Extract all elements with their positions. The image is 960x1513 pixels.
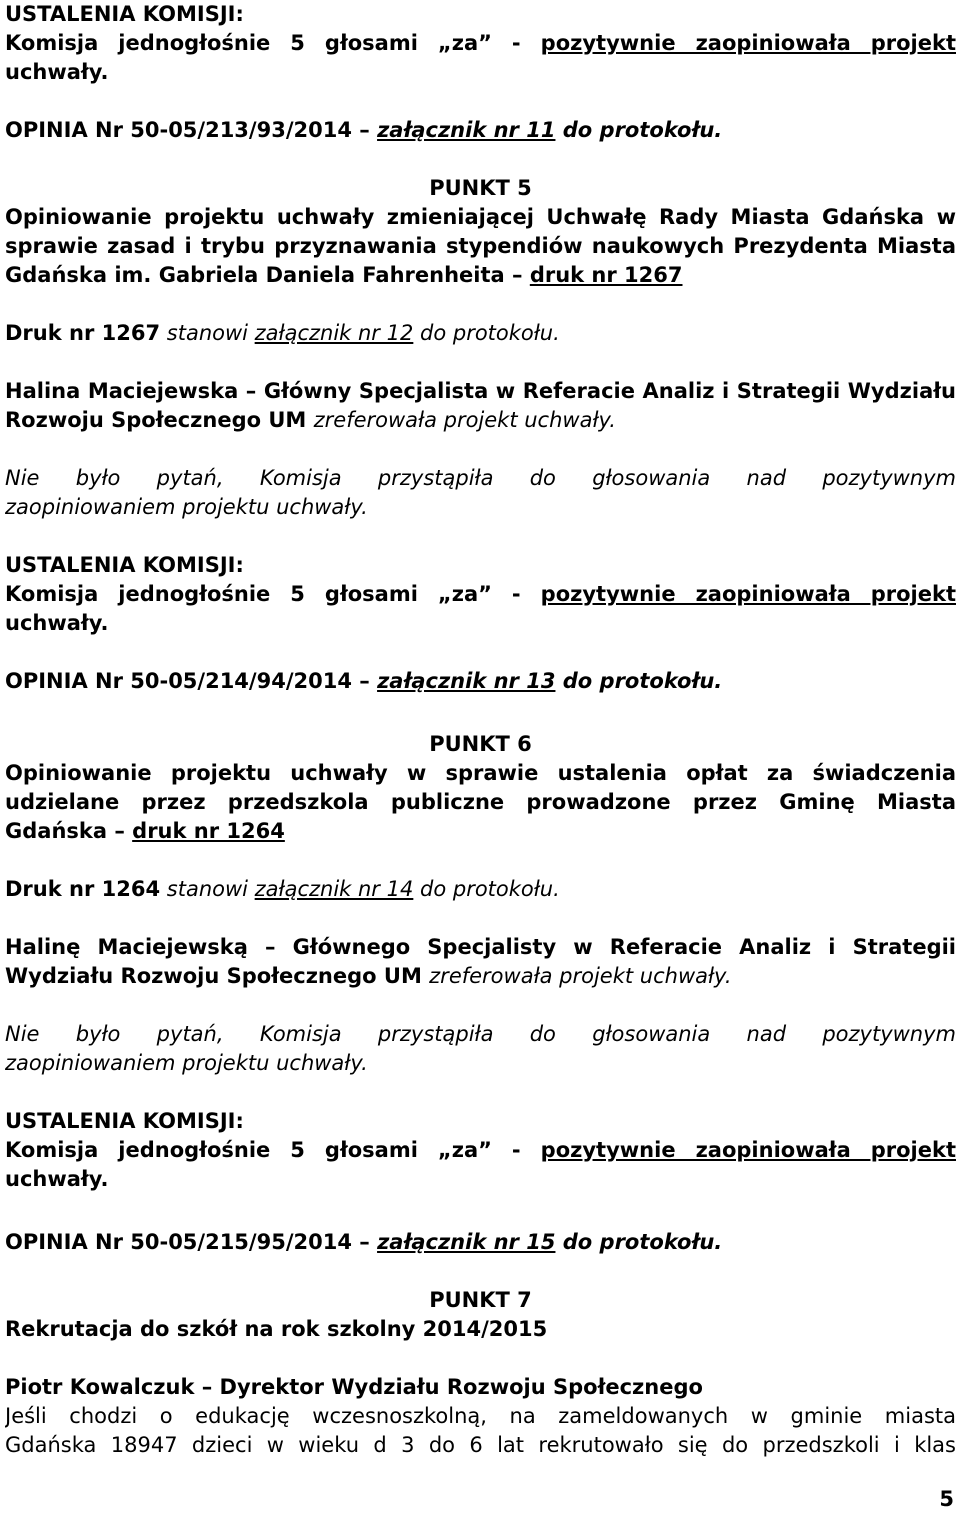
punkt-7-speaker: Piotr Kowalczuk – Dyrektor Wydziału Rozwoju Społecznego [5, 1375, 703, 1399]
punkt-6-title-line-3: Gdańska – druk nr 1264 [5, 819, 285, 843]
punkt-7-title: Rekrutacja do szkół na rok szkolny 2014/2015 [5, 1317, 548, 1341]
druk-1267-link[interactable]: druk nr 1267 [529, 263, 683, 287]
opinia-3: OPINIA Nr 50-05/215/95/2014 – załącznik nr 15 do protokołu. [5, 1230, 723, 1254]
attachment-link-14[interactable]: załącznik nr 14 [254, 877, 414, 901]
vote-line-1: Komisja jednogłośnie 5 głosami „za” - pozytywnie zaopiniowała projekt [5, 31, 956, 55]
no-questions-5-line-1: Nie było pytań, Komisja przystąpiła do głosowania nad pozytywnym [5, 466, 956, 490]
druk-1267-note: Druk nr 1267 stanowi załącznik nr 12 do protokołu. [5, 321, 560, 345]
ustalenia-heading-1: USTALENIA KOMISJI: [5, 2, 244, 26]
attachment-link-11[interactable]: załącznik nr 11 [377, 118, 556, 142]
vote-line-3: Komisja jednogłośnie 5 głosami „za” - pozytywnie zaopiniowała projekt [5, 1138, 956, 1162]
no-questions-6-line-2: zaopiniowaniem projektu uchwały. [5, 1051, 368, 1075]
attachment-link-12[interactable]: załącznik nr 12 [254, 321, 414, 345]
ustalenia-heading-3: USTALENIA KOMISJI: [5, 1109, 244, 1133]
punkt-5-heading: PUNKT 5 [429, 176, 532, 200]
speaker-5-line-2: Rozwoju Społecznego UM zreferowała projekt uchwały. [5, 408, 616, 432]
punkt-5-title-line-2: sprawie zasad i trybu przyznawania stypendiów naukowych Prezydenta Miasta [5, 234, 956, 258]
no-questions-6-line-1: Nie było pytań, Komisja przystąpiła do głosowania nad pozytywnym [5, 1022, 956, 1046]
speaker-5-line-1: Halina Maciejewska – Główny Specjalista w Referacie Analiz i Strategii Wydziału [5, 379, 956, 403]
speaker-6-line-1: Halinę Maciejewską – Głównego Specjalisty w Referacie Analiz i Strategii [5, 935, 956, 959]
vote-line-1b: uchwały. [5, 60, 109, 84]
speaker-6-line-2: Wydziału Rozwoju Społecznego UM zreferowała projekt uchwały. [5, 964, 732, 988]
vote-line-2: Komisja jednogłośnie 5 głosami „za” - pozytywnie zaopiniowała projekt [5, 582, 956, 606]
vote-link-3[interactable]: pozytywnie zaopiniowała projekt [540, 1138, 956, 1162]
opinia-2: OPINIA Nr 50-05/214/94/2014 – załącznik nr 13 do protokołu. [5, 669, 723, 693]
punkt-5-title-line-3: Gdańska im. Gabriela Daniela Fahrenheita – druk nr 1267 [5, 263, 683, 287]
druk-1264-link[interactable]: druk nr 1264 [132, 819, 285, 843]
punkt-7-text-line-2: Gdańska 18947 dzieci w wieku d 3 do 6 lat rekrutowało się do przedszkoli i klas [5, 1433, 956, 1457]
punkt-5-title-line-1: Opiniowanie projektu uchwały zmieniającej Uchwałę Rady Miasta Gdańska w [5, 205, 956, 229]
vote-link-1[interactable]: pozytywnie zaopiniowała projekt [540, 31, 956, 55]
punkt-6-title-line-1: Opiniowanie projektu uchwały w sprawie ustalenia opłat za świadczenia [5, 761, 956, 785]
punkt-7-heading: PUNKT 7 [429, 1288, 532, 1312]
no-questions-5-line-2: zaopiniowaniem projektu uchwały. [5, 495, 368, 519]
vote-line-2b: uchwały. [5, 611, 109, 635]
druk-1264-note: Druk nr 1264 stanowi załącznik nr 14 do protokołu. [5, 877, 560, 901]
attachment-link-15[interactable]: załącznik nr 15 [377, 1230, 556, 1254]
punkt-7-text-line-1: Jeśli chodzi o edukację wczesnoszkolną, na zameldowanych w gminie miasta [5, 1404, 956, 1428]
punkt-6-title-line-2: udzielane przez przedszkola publiczne prowadzone przez Gminę Miasta [5, 790, 956, 814]
punkt-6-heading: PUNKT 6 [429, 732, 532, 756]
attachment-link-13[interactable]: załącznik nr 13 [377, 669, 556, 693]
ustalenia-heading-2: USTALENIA KOMISJI: [5, 553, 244, 577]
vote-link-2[interactable]: pozytywnie zaopiniowała projekt [540, 582, 956, 606]
page-number: 5 [939, 1487, 954, 1511]
vote-line-3b: uchwały. [5, 1167, 109, 1191]
opinia-1: OPINIA Nr 50-05/213/93/2014 – załącznik nr 11 do protokołu. [5, 118, 723, 142]
